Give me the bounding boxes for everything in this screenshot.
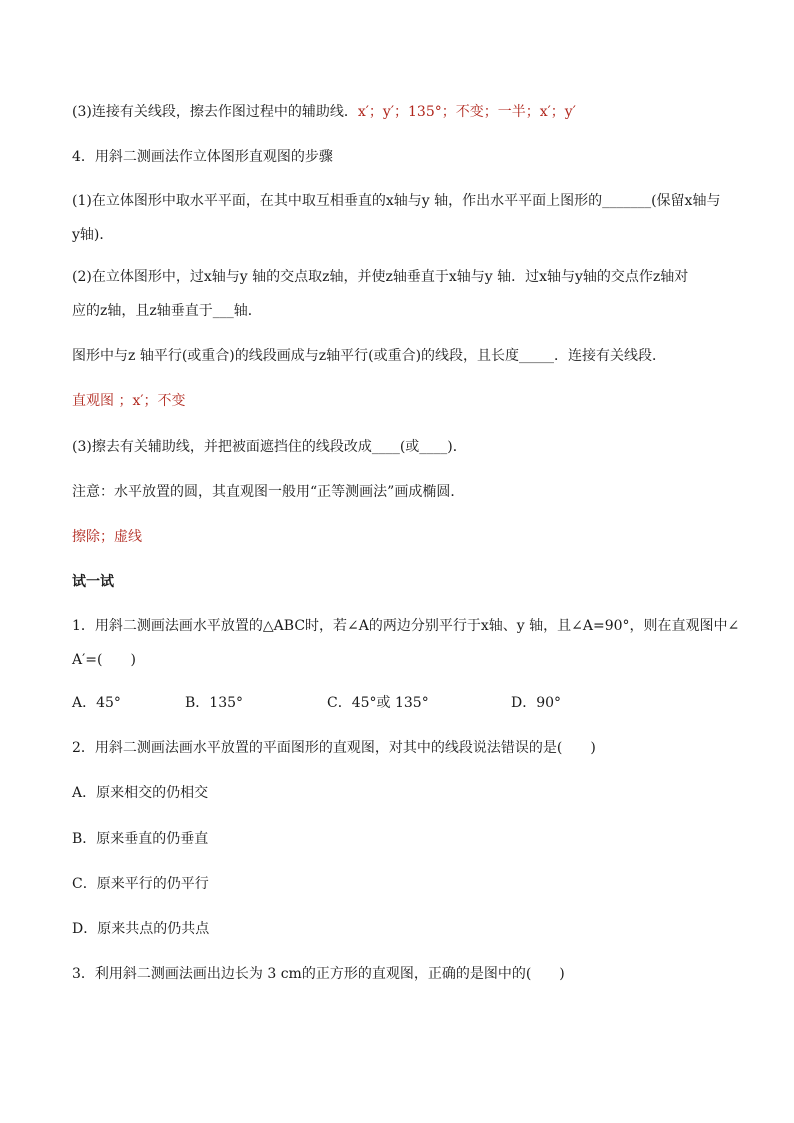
paragraph-3-line: (3)擦去有关辅助线，并把被面遮挡住的线段改成____(或____)． [72, 439, 467, 455]
answer-b: 擦除；虚线 [72, 529, 142, 545]
try-title: 试一试 [72, 574, 114, 590]
question-2-option-c: C．原来平行的仍平行 [72, 876, 209, 892]
section-4-title: 4．用斜二测画法作立体图形直观图的步骤 [72, 149, 333, 165]
step-3-line [72, 101, 732, 123]
answer-a: 直观图 ；x′；不变 [72, 393, 186, 409]
question-2-stem: 2．用斜二测画法画水平放置的平面图形的直观图，对其中的线段说法错误的是( ) [72, 740, 596, 756]
step-3-answer: x′；y′；135°；不变；一半；x′；y′ [357, 104, 576, 120]
step-3-text: (3)连接有关线段，擦去作图过程中的辅助线． [72, 104, 358, 120]
note-line: 注意：水平放置的圆，其直观图一般用“正等测画法”画成椭圆． [72, 484, 465, 500]
paragraph-1-line-1: (1)在立体图形中取水平平面，在其中取互相垂直的x轴与y 轴，作出水平平面上图形的_______(保留x轴与 [72, 193, 721, 209]
paragraph-2-line-2: 应的z轴，且z轴垂直于___轴． [72, 303, 262, 319]
paragraph-2-line-3: 图形中与z 轴平行(或重合)的线段画成与z轴平行(或重合)的线段，且长度_____．连接有关线段． [72, 348, 667, 364]
question-1-option-b: B．135° [185, 695, 244, 711]
question-1-option-d: D．90° [511, 695, 562, 711]
question-1-option-c: C．45°或 135° [327, 695, 429, 711]
paragraph-1-line-2: y轴)． [72, 227, 114, 243]
paragraph-2-line-1: (2)在立体图形中，过x轴与y 轴的交点取z轴，并使z轴垂直于x轴与y 轴．过x轴与y轴的交点作z轴对 [72, 269, 689, 285]
question-1-line-1: 1．用斜二测画法画水平放置的△ABC时，若∠A的两边分别平行于x轴、y 轴，且∠A=90°，则在直观图中∠ [72, 618, 740, 634]
question-1-option-a: A．45° [72, 695, 121, 711]
question-1-line-2: A′=( ) [72, 652, 136, 668]
question-2-option-b: B．原来垂直的仍垂直 [72, 831, 209, 847]
question-2-option-d: D．原来共点的仍共点 [72, 921, 210, 937]
question-3-stem: 3．利用斜二测画法画出边长为 3 cm的正方形的直观图，正确的是图中的( ) [72, 966, 565, 982]
question-2-option-a: A．原来相交的仍相交 [72, 785, 209, 801]
